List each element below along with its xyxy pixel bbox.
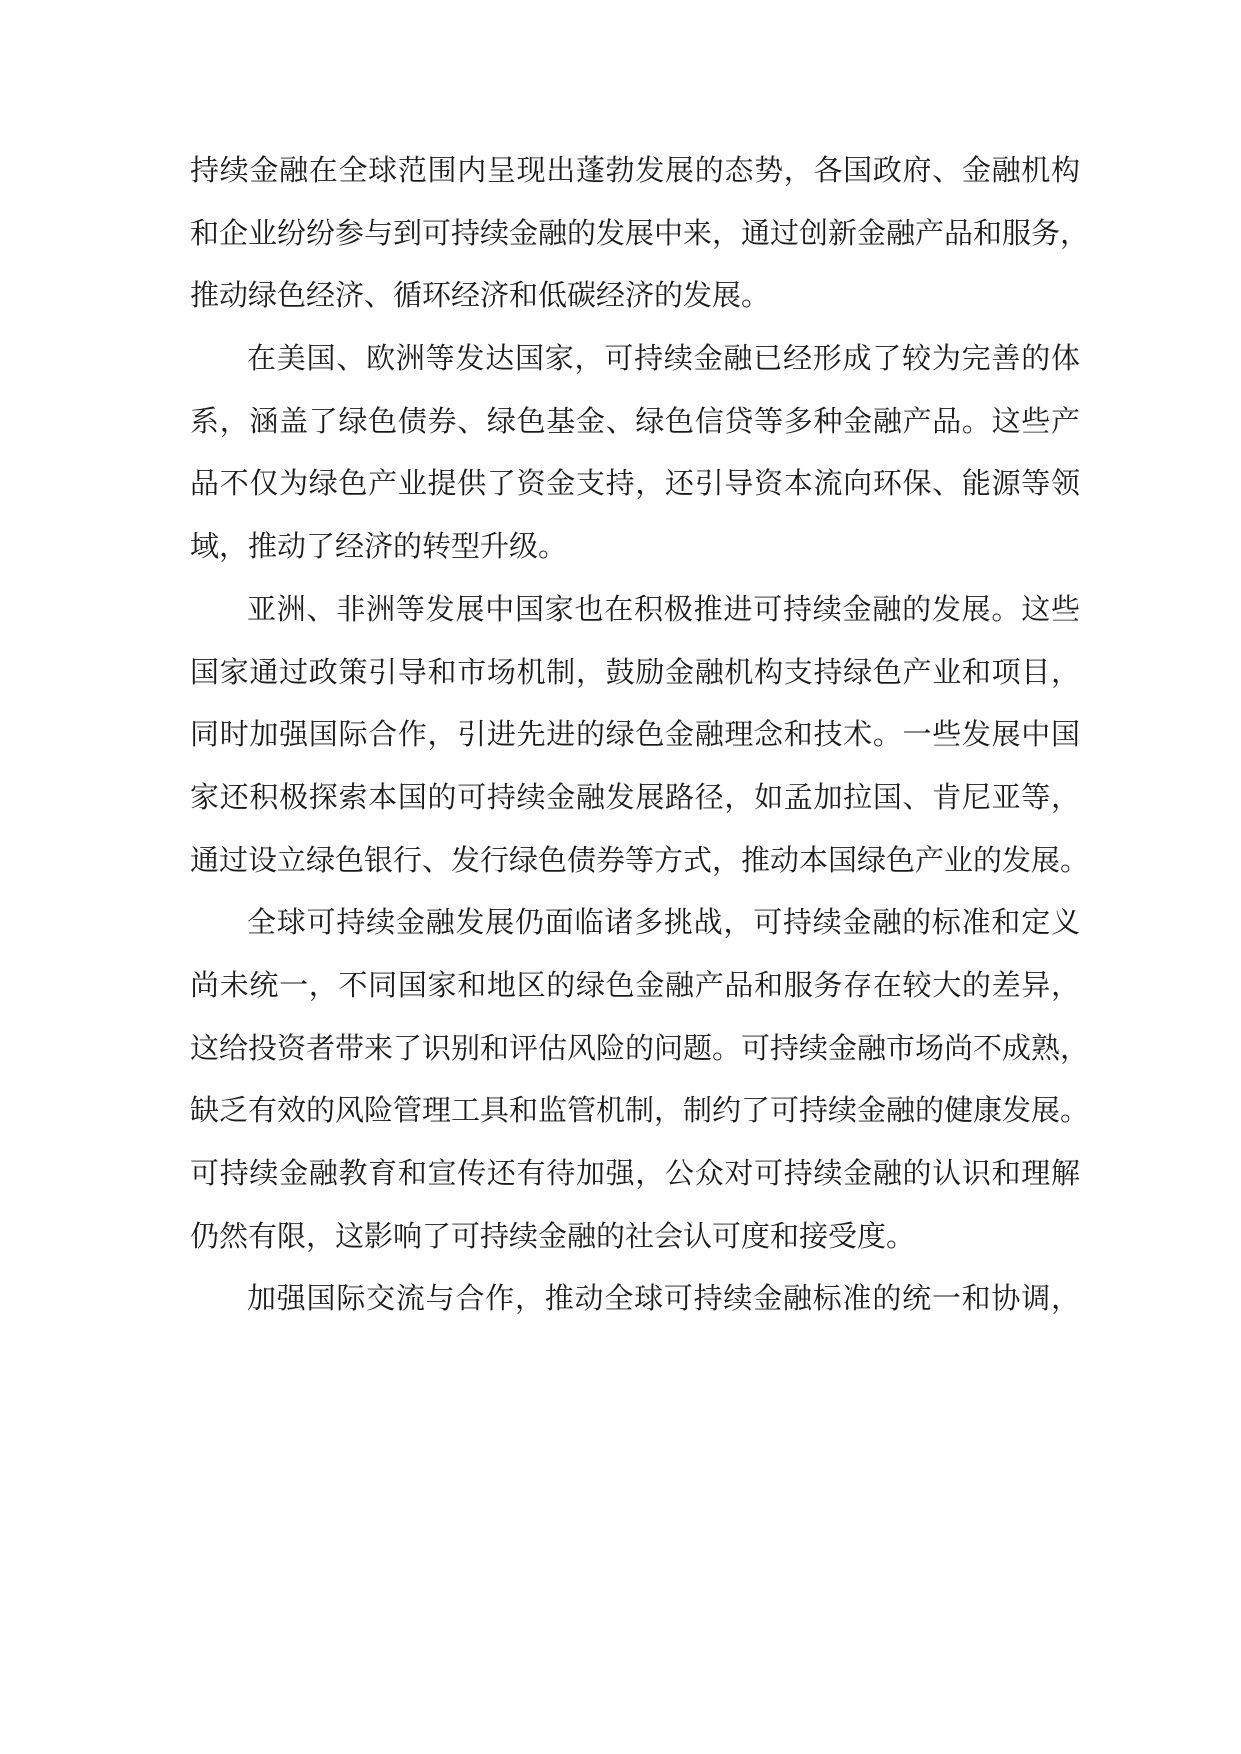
paragraph-line: 加强国际交流与合作，推动全球可持续金融标准的统一和协调， — [247, 1281, 1080, 1316]
paragraph-line: 这给投资者带来了识别和评估风险的问题。可持续金融市场尚不成熟， — [190, 1030, 1090, 1065]
paragraph-line: 通过设立绿色银行、发行绿色债券等方式，推动本国绿色产业的发展。 — [190, 842, 1090, 877]
paragraph-line: 品不仅为绿色产业提供了资金支持，还引导资本流向环保、能源等领 — [190, 466, 1080, 501]
paragraph-line: 同时加强国际合作，引进先进的绿色金融理念和技术。一些发展中国 — [190, 717, 1080, 752]
paragraph-line: 系，涵盖了绿色债券、绿色基金、绿色信贷等多种金融产品。这些产 — [190, 403, 1080, 438]
paragraph-line: 缺乏有效的风险管理工具和监管机制，制约了可持续金融的健康发展。 — [190, 1093, 1090, 1128]
paragraph-2 — [190, 327, 1080, 578]
paragraph-line: 亚洲、非洲等发展中国家也在积极推进可持续金融的发展。这些 — [247, 591, 1080, 626]
paragraph-4 — [190, 891, 1090, 1267]
paragraph-line: 仍然有限，这影响了可持续金融的社会认可度和接受度。 — [190, 1218, 916, 1253]
paragraph-line: 域，推动了经济的转型升级。 — [190, 529, 568, 564]
paragraph-1 — [190, 139, 1090, 327]
paragraph-line: 推动绿色经济、循环经济和低碳经济的发展。 — [190, 278, 771, 313]
paragraph-line: 和企业纷纷参与到可持续金融的发展中来，通过创新金融产品和服务， — [190, 215, 1090, 250]
paragraph-5 — [190, 1267, 1080, 1330]
paragraph-line: 全球可持续金融发展仍面临诸多挑战，可持续金融的标准和定义 — [247, 905, 1080, 940]
paragraph-line: 家还积极探索本国的可持续金融发展路径，如孟加拉国、肯尼亚等， — [190, 779, 1080, 814]
paragraph-line: 在美国、欧洲等发达国家，可持续金融已经形成了较为完善的体 — [247, 341, 1080, 376]
document-body — [190, 139, 1090, 1330]
paragraph-line: 持续金融在全球范围内呈现出蓬勃发展的态势，各国政府、金融机构 — [190, 153, 1080, 187]
paragraph-line: 可持续金融教育和宣传还有待加强，公众对可持续金融的认识和理解 — [190, 1156, 1080, 1190]
paragraph-line: 尚未统一，不同国家和地区的绿色金融产品和服务存在较大的差异， — [190, 967, 1080, 1002]
paragraph-3 — [190, 578, 1090, 891]
paragraph-line: 国家通过政策引导和市场机制，鼓励金融机构支持绿色产业和项目， — [190, 654, 1080, 689]
